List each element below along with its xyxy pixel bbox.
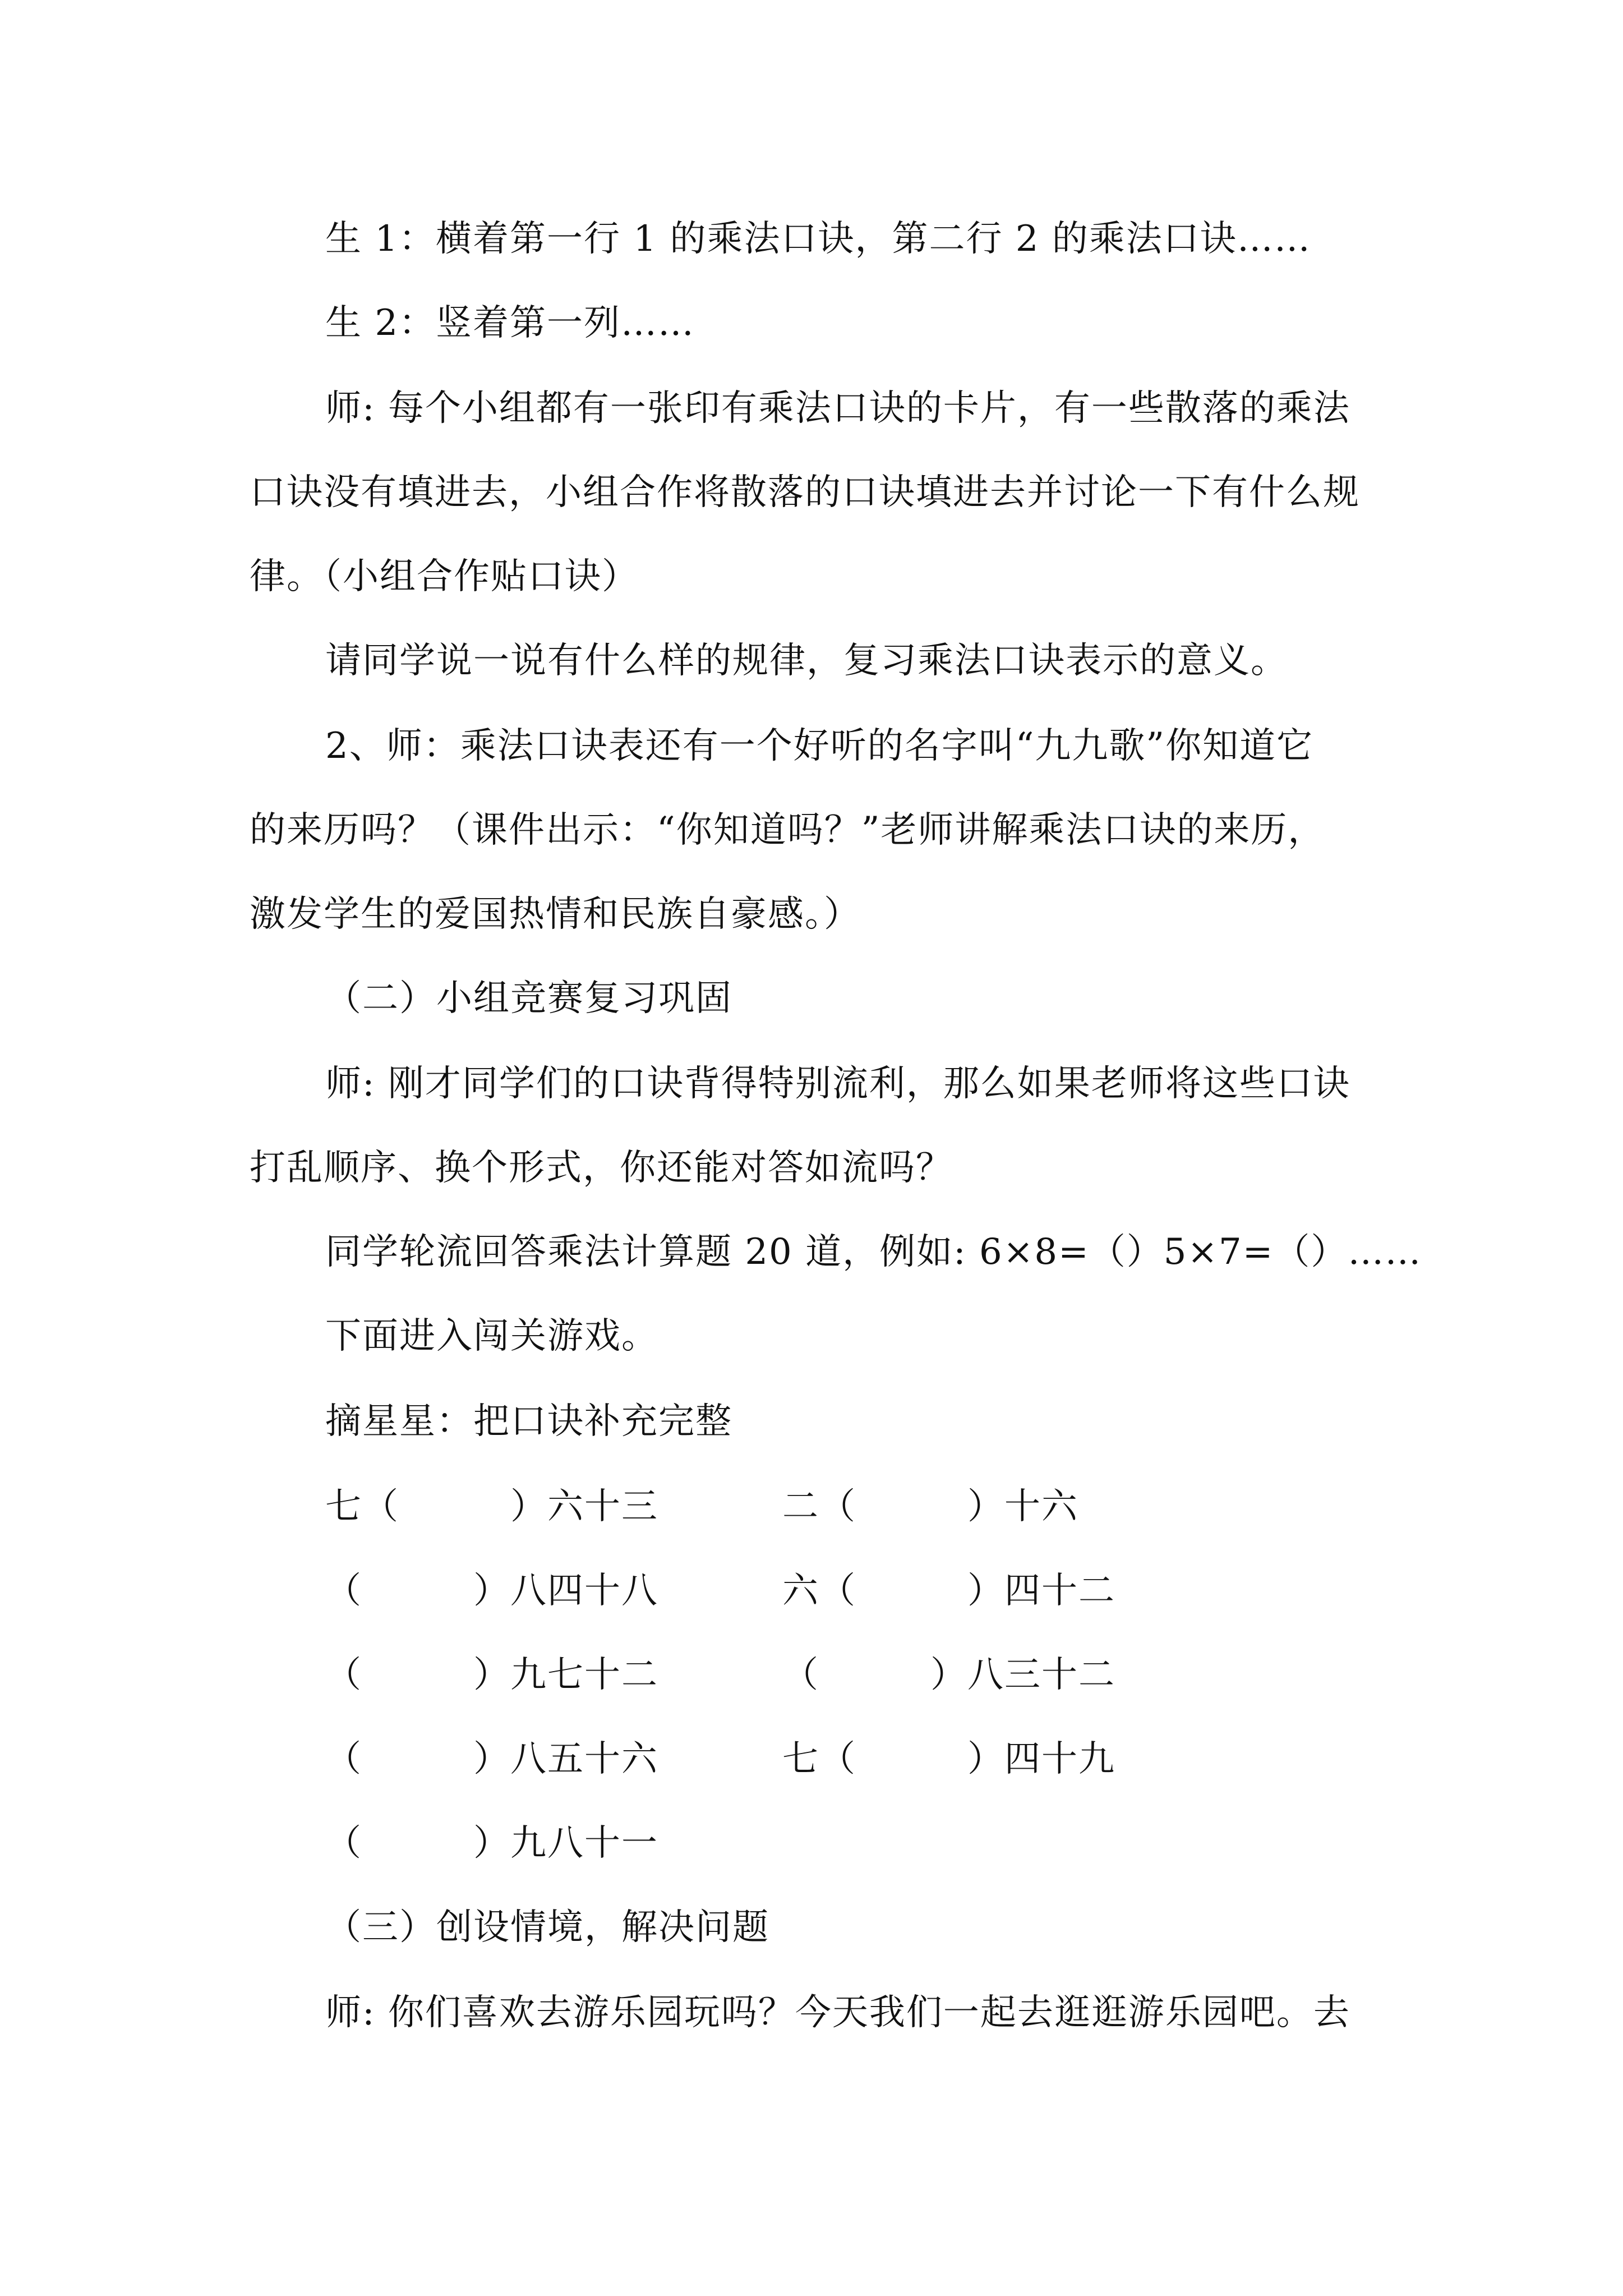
- blank-r1-left: 七（ ）六十三: [325, 1486, 658, 1527]
- paragraph-stars: 摘星星：把口诀补充完整: [325, 1401, 732, 1442]
- paragraph-teacher2-line2: 打乱顺序、换个形式，你还能对答如流吗？: [250, 1147, 953, 1189]
- paragraph-teacher-line2: 口诀没有填进去，小组合作将散落的口诀填进去并讨论一下有什么规: [250, 472, 1360, 513]
- blank-r3-right: （ ）八三十二: [782, 1654, 1115, 1696]
- blank-r4-right: 七（ ）四十九: [782, 1738, 1115, 1780]
- paragraph-ninenine-line3: 激发学生的爱国热情和民族自豪感。）: [250, 894, 861, 935]
- paragraph-review: 请同学说一说有什么样的规律，复习乘法口诀表示的意义。: [325, 640, 1288, 682]
- blank-r2-left: （ ）八四十八: [325, 1570, 658, 1612]
- paragraph-exercise: 同学轮流回答乘法计算题 20 道，例如: 6×8=（）5×7=（）……: [325, 1231, 1422, 1273]
- paragraph-ninenine-line2: 的来历吗？（课件出示：“你知道吗？”老师讲解乘法口诀的来历，: [250, 809, 1325, 851]
- paragraph-ninenine-line1: 2、师：乘法口诀表还有一个好听的名字叫“九九歌”你知道它: [325, 725, 1314, 767]
- paragraph-game: 下面进入闯关游戏。: [325, 1315, 658, 1357]
- blank-r1-right: 二（ ）十六: [782, 1486, 1078, 1527]
- section-heading-3: （三）创设情境，解决问题: [325, 1907, 769, 1948]
- paragraph-student1: 生 1：横着第一行 1 的乘法口诀，第二行 2 的乘法口诀……: [325, 218, 1311, 260]
- blank-r3-left: （ ）九七十二: [325, 1654, 658, 1696]
- paragraph-student2: 生 2：竖着第一列……: [325, 302, 695, 344]
- paragraph-teacher-line3: 律。（小组合作贴口诀）: [250, 556, 639, 597]
- blank-r2-right: 六（ ）四十二: [782, 1570, 1115, 1612]
- paragraph-teacher-line1: 师: 每个小组都有一张印有乘法口诀的卡片，有一些散落的乘法: [325, 388, 1350, 429]
- paragraph-teacher2-line1: 师: 刚才同学们的口诀背得特别流利，那么如果老师将这些口诀: [325, 1063, 1350, 1105]
- section-heading-2: （二）小组竞赛复习巩固: [325, 978, 732, 1019]
- blank-r4-left: （ ）八五十六: [325, 1738, 658, 1780]
- blank-r5-left: （ ）九八十一: [325, 1823, 658, 1864]
- paragraph-amusement-park: 师: 你们喜欢去游乐园玩吗？今天我们一起去逛逛游乐园吧。去: [325, 1992, 1350, 2033]
